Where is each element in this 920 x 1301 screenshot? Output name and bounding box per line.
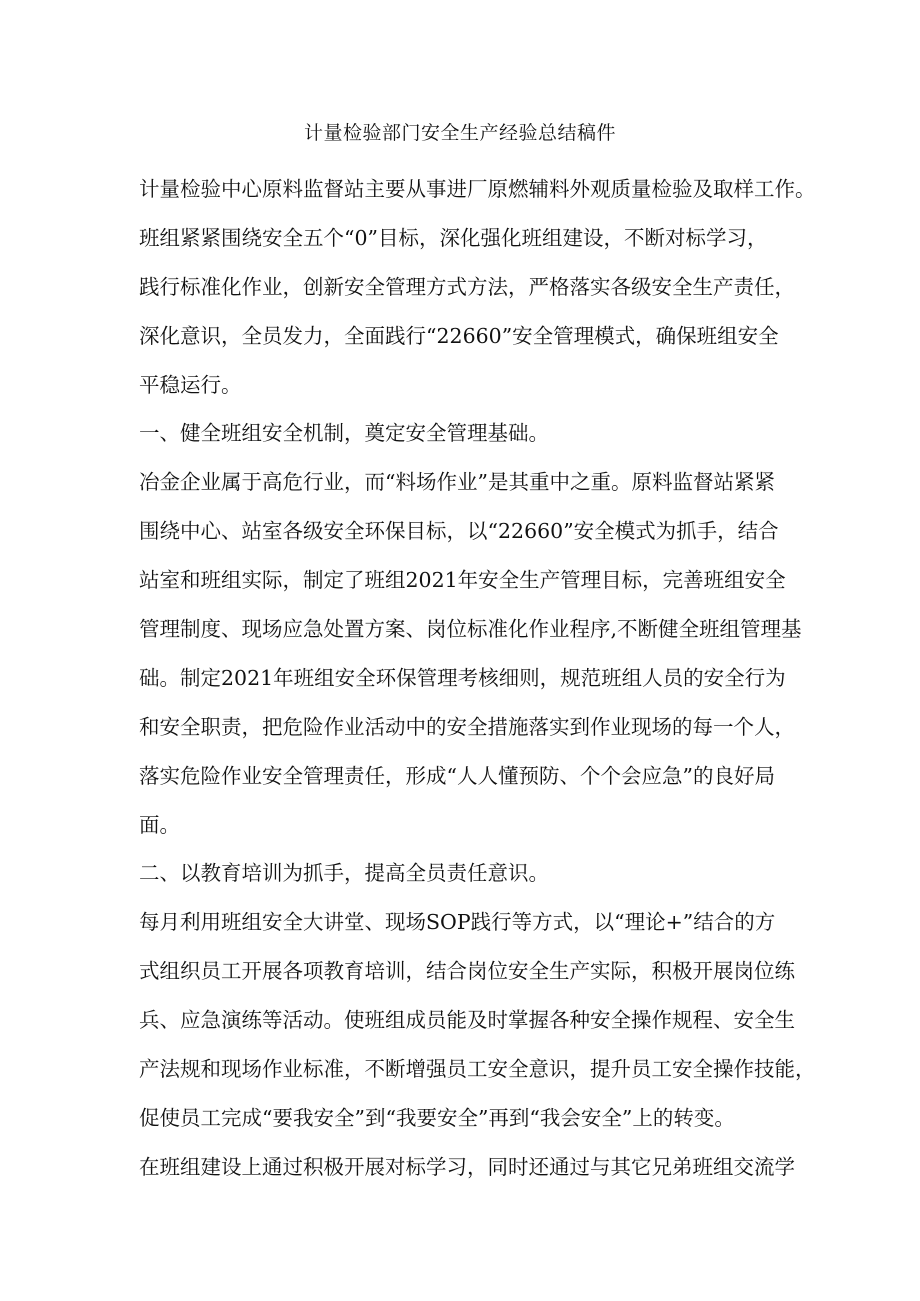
body-line: 计量检验中心原料监督站主要从事进厂原燃辅料外观质量检验及取样工作。 [139,177,816,201]
body-line: 兵、应急演练等活动。使班组成员能及时掌握各种安全操作规程、安全生 [139,1008,795,1033]
body-line: 和安全职责，把危险作业活动中的安全措施落实到作业现场的每一个人， [139,714,795,739]
body-line: 产法规和现场作业标准，不断增强员工安全意识，提升员工安全操作技能， [139,1057,816,1082]
body-line: 站室和班组实际，制定了班组2021年安全生产管理目标，完善班组安全 [139,568,786,593]
section-heading-1: 一、健全班组安全机制，奠定安全管理基础。 [139,421,549,446]
body-line: 面。 [139,812,180,837]
body-line: 础。制定2021年班组安全环保管理考核细则，规范班组人员的安全行为 [139,665,786,690]
body-line: 促使员工完成“要我安全”到“我要安全”再到“我会安全”上的转变。 [139,1105,735,1130]
body-line: 在班组建设上通过积极开展对标学习，同时还通过与其它兄弟班组交流学 [139,1154,795,1179]
body-line: 冶金企业属于高危行业，而“料场作业”是其重中之重。原料监督站紧紧 [139,470,775,495]
section-heading-2: 二、以教育培训为抓手，提高全员责任意识。 [139,861,549,886]
body-line: 管理制度、现场应急处置方案、岗位标准化作业程序,不断健全班组管理基 [139,617,802,642]
body-line: 每月利用班组安全大讲堂、现场SOP践行等方式，以“理论+”结合的方 [139,910,776,935]
document-body [139,165,816,1192]
body-line: 平稳运行。 [139,372,242,397]
document-title: 计量检验部门安全生产经验总结稿件 [303,122,616,144]
body-line: 深化意识，全员发力，全面践行“22660”安全管理模式，确保班组安全 [139,323,779,348]
body-line: 围绕中心、站室各级安全环保目标，以“22660”安全模式为抓手，结合 [139,519,779,544]
body-line: 落实危险作业安全管理责任，形成“人人懂预防、个个会应急”的良好局 [139,763,775,788]
body-line: 班组紧紧围绕安全五个“0”目标，深化强化班组建设，不断对标学习， [139,225,768,250]
body-line: 式组织员工开展各项教育培训，结合岗位安全生产实际，积极开展岗位练 [139,959,795,984]
body-line: 践行标准化作业，创新安全管理方式方法，严格落实各级安全生产责任， [139,274,795,299]
